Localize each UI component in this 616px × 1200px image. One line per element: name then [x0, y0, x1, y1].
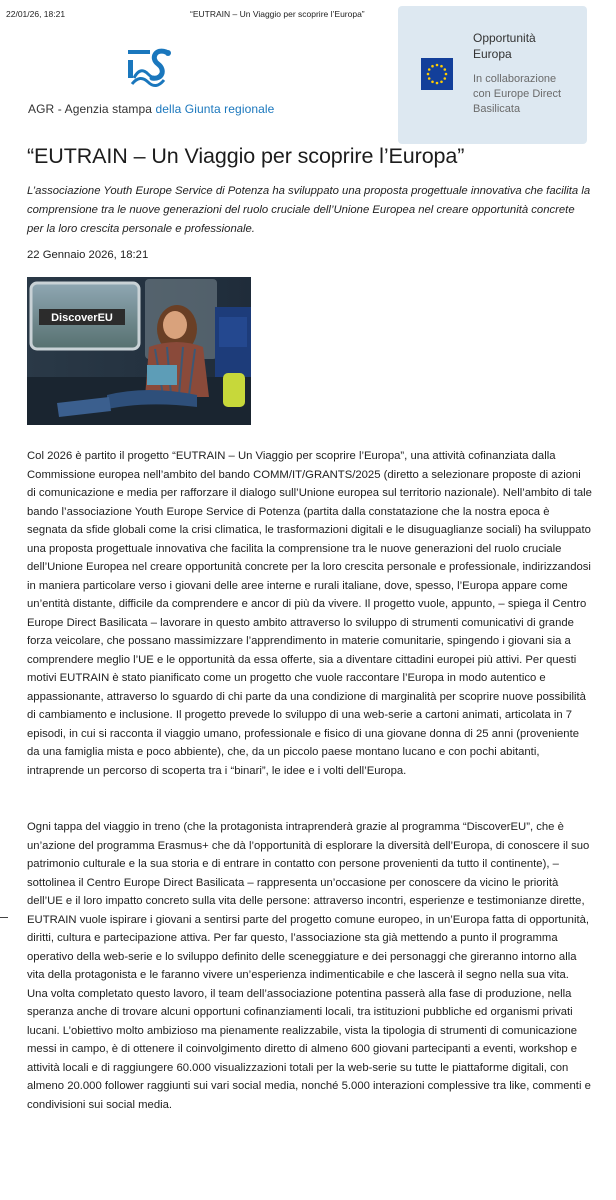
opportunita-europa-box[interactable]: [398, 6, 587, 144]
article-paragraph-2: Ogni tappa del viaggio in treno (che la protagonista intraprenderà grazie al programma “DiscoverEU”, che è un’azione del programma Erasmus+ che dà l’opportunità di esplorare la diversità dell’Europa, di conoscere il suo patrimonio culturale e la sua storia e di entrare in contatto con persone provenienti da tutto il continente), – sottolinea il Centro Europe Direct Basilicata – rappresenta un’occasione per conoscere da vicino le priorità dell’UE e il loro impatto concreto sulla vita delle persone: attraverso incontri, esperienze e testimonianze dirette, EUTRAIN vuole ispirare i giovani a sentirsi parte del progetto comune europeo, in un’Europa fatta di opportunità, diritti, cultura e partecipazione attiva. Per far questo, l’associazione sta già mettendo a punto il programma operativo della web-serie e lo sviluppo definito delle sceneggiature e dei personaggi che gireranno intorno alla vita della protagonista e le faranno vivere un’esperienza indimenticabile e che lascerà il segno nella sua vita. Una volta completato questo lavoro, il team dell’associazione potentina passerà alla fase di produzione, nella speranza anche di trovare alcuni opportuni cofinanziamenti locali, tra istituzioni pubbliche ed organismi privati lucani. L’obiettivo molto ambizioso ma pienamente realizzabile, vista la tipologia di strumenti di comunicazione messi in campo, è di ottenere il coinvolgimento diretto di almeno 600 giovani partecipanti a eventi, workshop e attività locali e di raggiungere 60.000 visualizzazioni totali per la web-serie su tutte le piattaforme digitali, con almeno 20.000 follower raggiunti sui vari social media, nonché 5.000 interazioni complessive tra like, commenti e condivisioni sui social media.: [27, 821, 591, 1111]
eu-box-subtitle-line1: In collaborazione: [473, 73, 557, 85]
article-lead: L’associazione Youth Europe Service di Potenza ha sviluppato una proposta progettuale innovativa che facilita la comprensione tra le nuove generazioni del ruolo cruciale dell’Unione Europea nel creare opportunità concrete per la loro crescita personale e professionale.: [27, 185, 591, 235]
article-paragraph-1: Col 2026 è partito il progetto “EUTRAIN – Un Viaggio per scoprire l’Europa”, una attività cofinanziata dalla Commissione europea nell’ambito del bando COMM/IT/GRANTS/2025 (diretto a selezionare proposte di azioni di comunicazione e media per rafforzare il dialogo sull’Unione europea sul territorio nazionale). Nell’ambito di tale bando l’associazione Youth Europe Service di Potenza (partita dalla constatazione che la nostra epoca è segnata da sfide globali come la crisi climatica, le trasformazioni digitali e le disuguaglianze sociali) ha sviluppato una proposta progettuale innovativa che facilita la comprensione tra le nuove generazioni del ruolo cruciale dell’Unione Europea nel creare opportunità concrete per la loro crescita personale e professionale, indirizzandosi in maniera particolare verso i giovani delle aree interne e rurali italiane, dove, spesso, l’Europa appare come un’entità distante, difficile da comprendere e ancor di più da vivere. Il progetto vuole, appunto, – spiega il Centro Europe Direct Basilicata – lavorare in questo ambito attraverso lo sviluppo di strumenti comunicativi di grande forza veicolare, che possano massimizzare l’apprendimento in materie comunitarie, spingendo i giovani sia a comprendere meglio l’UE e le opportunità da essa offerte, sia a diventare cittadini europei più attivi. Per questi motivi EUTRAIN è stato pianificato come un progetto che vuole raccontare l’Europa in modo autentico e appassionante, attraverso lo sguardo di chi parte da una condizione di marginalità per scoprire nuove possibilità di cambiamento e inclusione. Il progetto prevede lo sviluppo di una web-serie a cartoni animati, articolata in 7 episodi, in cui si racconta il viaggio umano, professionale e fisico di una giovane donna di 25 anni (proveniente da una famiglia mista e poco abbiente), che, da un piccolo paese montano lucano e con pochi abitanti, intraprende un percorso di scoperta tra i “binari”, le idee e i volti dell’Europa.: [27, 450, 592, 777]
article-title: “EUTRAIN – Un Viaggio per scoprire l’Europa”: [27, 144, 465, 168]
agency-name: [28, 102, 274, 116]
eu-box-subtitle-line3: Basilicata: [473, 103, 521, 115]
agency-header[interactable]: [28, 44, 308, 124]
print-page-title: “EUTRAIN – Un Viaggio per scoprire l’Europa”: [190, 9, 365, 19]
regione-basilicata-logo-icon: [126, 44, 176, 94]
eu-box-title-line2: Europa: [473, 47, 512, 61]
agency-name-suffix: della Giunta regionale: [155, 102, 275, 116]
eu-flag-icon: [421, 58, 453, 90]
discovereu-train-photo: [27, 277, 251, 425]
agency-name-prefix: AGR - Agenzia stampa: [28, 102, 156, 116]
photo-overlay-label: DiscoverEU: [51, 312, 113, 324]
print-timestamp: 22/01/26, 18:21: [6, 9, 66, 19]
article-date: 22 Gennaio 2026, 18:21: [27, 249, 149, 261]
margin-mark: [0, 917, 8, 918]
eu-box-subtitle-line2: con Europe Direct: [473, 88, 562, 100]
article-photo: [27, 277, 251, 425]
eu-box-title-line1: Opportunità: [473, 31, 536, 45]
